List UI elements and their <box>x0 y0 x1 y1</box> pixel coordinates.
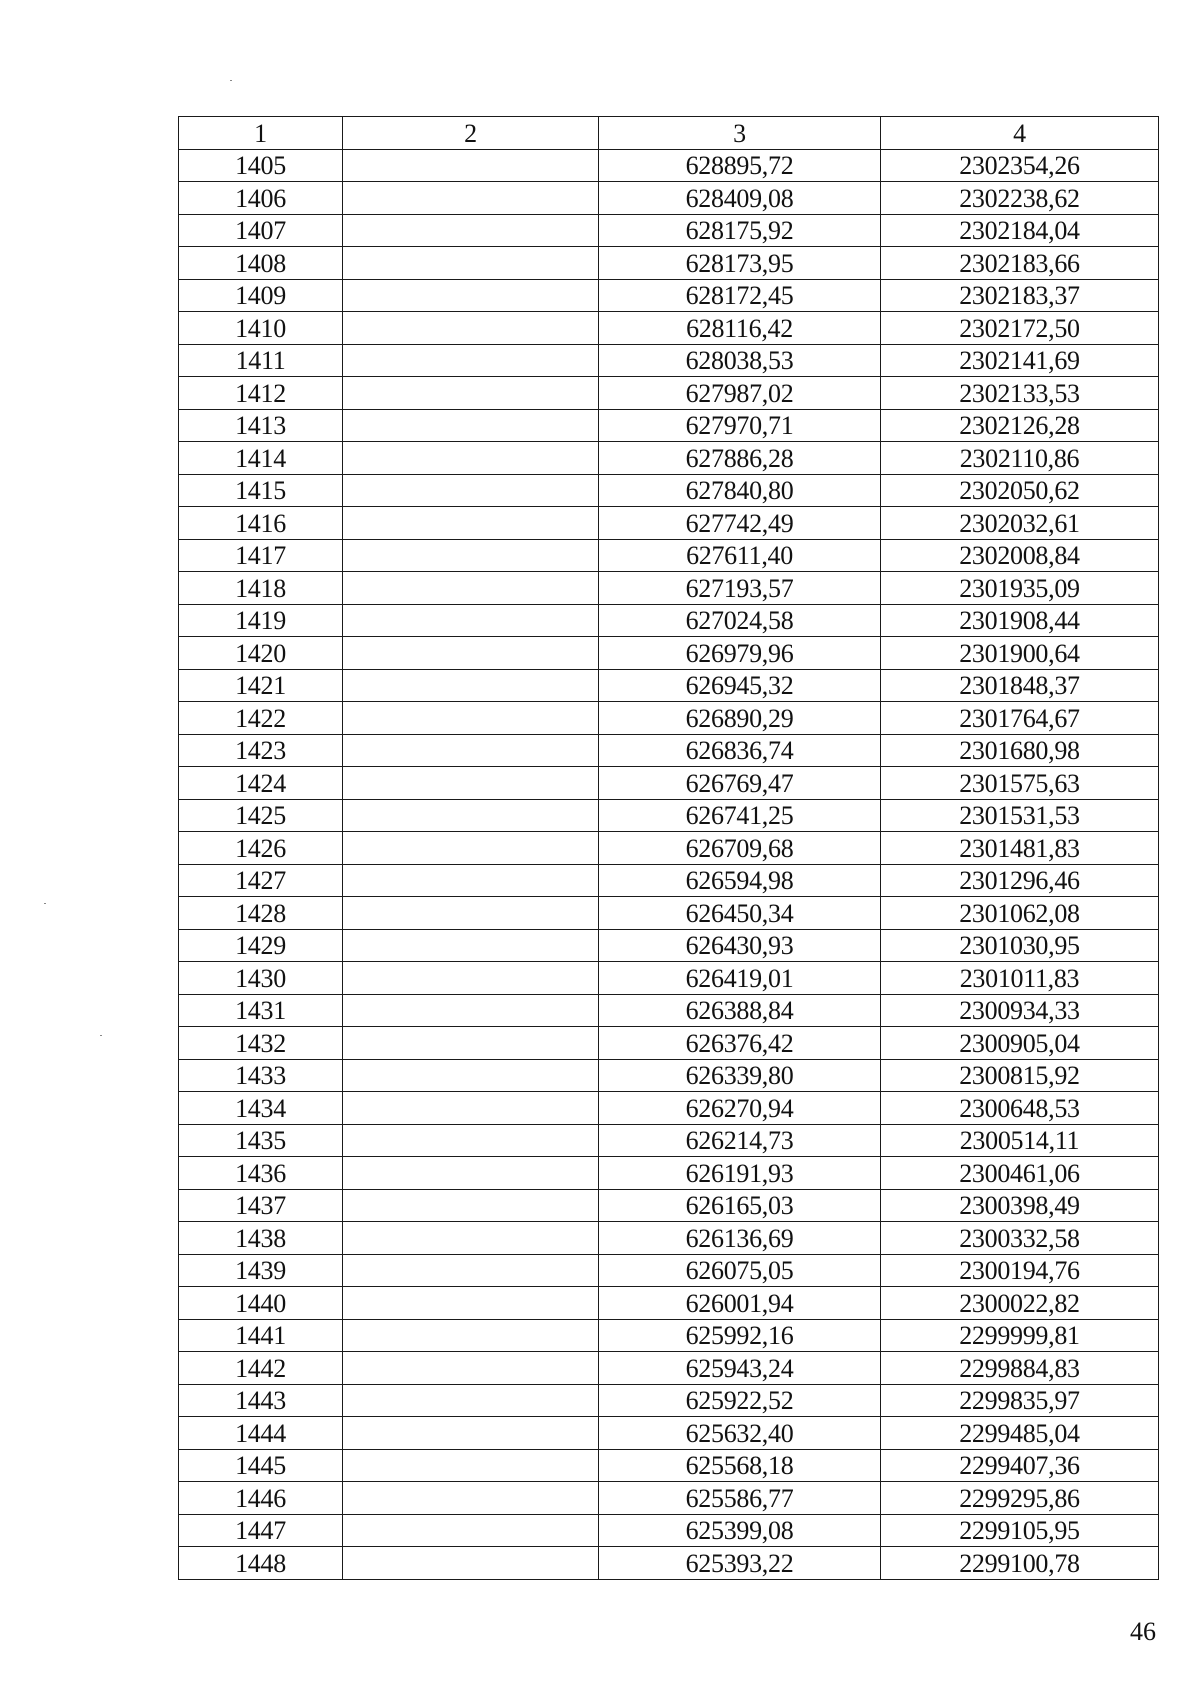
description-cell <box>343 247 599 280</box>
y-coordinate-cell: 2299999,81 <box>881 1319 1159 1352</box>
table-row <box>179 1482 1159 1515</box>
description-cell <box>343 702 599 735</box>
y-coordinate-cell: 2301908,44 <box>881 604 1159 637</box>
description-cell <box>343 474 599 507</box>
point-number-cell: 1421 <box>179 669 343 702</box>
page-number: 46 <box>1130 1617 1156 1646</box>
point-number-cell: 1445 <box>179 1449 343 1482</box>
y-coordinate-cell: 2300648,53 <box>881 1092 1159 1125</box>
x-coordinate-cell: 627970,71 <box>599 409 881 442</box>
description-cell <box>343 799 599 832</box>
description-cell <box>343 279 599 312</box>
y-coordinate-cell: 2301900,64 <box>881 637 1159 670</box>
point-number-cell: 1438 <box>179 1222 343 1255</box>
x-coordinate-cell: 625399,08 <box>599 1514 881 1547</box>
scan-speck <box>230 80 232 81</box>
y-coordinate-cell: 2301764,67 <box>881 702 1159 735</box>
x-coordinate-cell: 625632,40 <box>599 1417 881 1450</box>
table-row <box>179 1254 1159 1287</box>
description-cell <box>343 994 599 1027</box>
point-number-cell: 1447 <box>179 1514 343 1547</box>
description-cell <box>343 1319 599 1352</box>
point-number-cell: 1424 <box>179 767 343 800</box>
point-number-cell: 1426 <box>179 832 343 865</box>
point-number-cell: 1408 <box>179 247 343 280</box>
scan-speck <box>44 903 46 904</box>
x-coordinate-cell: 628173,95 <box>599 247 881 280</box>
table-row <box>179 182 1159 215</box>
table-row <box>179 1514 1159 1547</box>
column-header-3: 3 <box>599 117 881 150</box>
point-number-cell: 1430 <box>179 962 343 995</box>
table-row <box>179 474 1159 507</box>
table-row <box>179 864 1159 897</box>
table-row <box>179 149 1159 182</box>
y-coordinate-cell: 2300398,49 <box>881 1189 1159 1222</box>
point-number-cell: 1439 <box>179 1254 343 1287</box>
x-coordinate-cell: 626450,34 <box>599 897 881 930</box>
y-coordinate-cell: 2300194,76 <box>881 1254 1159 1287</box>
y-coordinate-cell: 2302008,84 <box>881 539 1159 572</box>
point-number-cell: 1435 <box>179 1124 343 1157</box>
point-number-cell: 1434 <box>179 1092 343 1125</box>
point-number-cell: 1448 <box>179 1547 343 1580</box>
y-coordinate-cell: 2301680,98 <box>881 734 1159 767</box>
point-number-cell: 1441 <box>179 1319 343 1352</box>
description-cell <box>343 1189 599 1222</box>
table-row <box>179 377 1159 410</box>
table-row <box>179 1222 1159 1255</box>
description-cell <box>343 962 599 995</box>
table-row <box>179 702 1159 735</box>
table-row <box>179 1287 1159 1320</box>
point-number-cell: 1418 <box>179 572 343 605</box>
y-coordinate-cell: 2299835,97 <box>881 1384 1159 1417</box>
point-number-cell: 1409 <box>179 279 343 312</box>
y-coordinate-cell: 2302126,28 <box>881 409 1159 442</box>
y-coordinate-cell: 2301935,09 <box>881 572 1159 605</box>
table-row <box>179 734 1159 767</box>
description-cell <box>343 1222 599 1255</box>
table-body <box>179 149 1159 1579</box>
x-coordinate-cell: 626270,94 <box>599 1092 881 1125</box>
x-coordinate-cell: 626191,93 <box>599 1157 881 1190</box>
table-row <box>179 214 1159 247</box>
point-number-cell: 1428 <box>179 897 343 930</box>
x-coordinate-cell: 626388,84 <box>599 994 881 1027</box>
x-coordinate-cell: 628116,42 <box>599 312 881 345</box>
y-coordinate-cell: 2301296,46 <box>881 864 1159 897</box>
table-row <box>179 669 1159 702</box>
point-number-cell: 1420 <box>179 637 343 670</box>
table-row <box>179 1157 1159 1190</box>
x-coordinate-cell: 627886,28 <box>599 442 881 475</box>
table-header-row <box>179 117 1159 150</box>
x-coordinate-cell: 626890,29 <box>599 702 881 735</box>
x-coordinate-cell: 626709,68 <box>599 832 881 865</box>
point-number-cell: 1406 <box>179 182 343 215</box>
y-coordinate-cell: 2301062,08 <box>881 897 1159 930</box>
x-coordinate-cell: 627742,49 <box>599 507 881 540</box>
x-coordinate-cell: 628409,08 <box>599 182 881 215</box>
description-cell <box>343 149 599 182</box>
description-cell <box>343 1417 599 1450</box>
table-row <box>179 279 1159 312</box>
x-coordinate-cell: 625943,24 <box>599 1352 881 1385</box>
y-coordinate-cell: 2302238,62 <box>881 182 1159 215</box>
table-row <box>179 1417 1159 1450</box>
table-row <box>179 539 1159 572</box>
description-cell <box>343 1514 599 1547</box>
point-number-cell: 1440 <box>179 1287 343 1320</box>
y-coordinate-cell: 2300332,58 <box>881 1222 1159 1255</box>
table-row <box>179 832 1159 865</box>
y-coordinate-cell: 2300815,92 <box>881 1059 1159 1092</box>
description-cell <box>343 1254 599 1287</box>
description-cell <box>343 864 599 897</box>
x-coordinate-cell: 625922,52 <box>599 1384 881 1417</box>
y-coordinate-cell: 2302184,04 <box>881 214 1159 247</box>
scan-speck <box>100 1035 102 1036</box>
description-cell <box>343 409 599 442</box>
table-row <box>179 1384 1159 1417</box>
point-number-cell: 1405 <box>179 149 343 182</box>
point-number-cell: 1412 <box>179 377 343 410</box>
point-number-cell: 1407 <box>179 214 343 247</box>
x-coordinate-cell: 626075,05 <box>599 1254 881 1287</box>
x-coordinate-cell: 626136,69 <box>599 1222 881 1255</box>
point-number-cell: 1411 <box>179 344 343 377</box>
point-number-cell: 1417 <box>179 539 343 572</box>
description-cell <box>343 1092 599 1125</box>
table-row <box>179 1059 1159 1092</box>
description-cell <box>343 1482 599 1515</box>
y-coordinate-cell: 2299295,86 <box>881 1482 1159 1515</box>
table-row <box>179 1449 1159 1482</box>
description-cell <box>343 1157 599 1190</box>
y-coordinate-cell: 2300905,04 <box>881 1027 1159 1060</box>
description-cell <box>343 929 599 962</box>
x-coordinate-cell: 626165,03 <box>599 1189 881 1222</box>
point-number-cell: 1443 <box>179 1384 343 1417</box>
point-number-cell: 1446 <box>179 1482 343 1515</box>
point-number-cell: 1414 <box>179 442 343 475</box>
table-row <box>179 929 1159 962</box>
x-coordinate-cell: 627611,40 <box>599 539 881 572</box>
table-row <box>179 767 1159 800</box>
x-coordinate-cell: 625568,18 <box>599 1449 881 1482</box>
x-coordinate-cell: 626945,32 <box>599 669 881 702</box>
description-cell <box>343 1384 599 1417</box>
column-header-2: 2 <box>343 117 599 150</box>
x-coordinate-cell: 628895,72 <box>599 149 881 182</box>
description-cell <box>343 507 599 540</box>
point-number-cell: 1422 <box>179 702 343 735</box>
description-cell <box>343 734 599 767</box>
y-coordinate-cell: 2300514,11 <box>881 1124 1159 1157</box>
table-row <box>179 604 1159 637</box>
y-coordinate-cell: 2302141,69 <box>881 344 1159 377</box>
x-coordinate-cell: 625586,77 <box>599 1482 881 1515</box>
x-coordinate-cell: 627840,80 <box>599 474 881 507</box>
coordinates-table <box>178 116 1159 1580</box>
description-cell <box>343 1027 599 1060</box>
description-cell <box>343 1287 599 1320</box>
table-row <box>179 312 1159 345</box>
description-cell <box>343 897 599 930</box>
table-row <box>179 897 1159 930</box>
x-coordinate-cell: 626741,25 <box>599 799 881 832</box>
x-coordinate-cell: 627024,58 <box>599 604 881 637</box>
table-row <box>179 1319 1159 1352</box>
x-coordinate-cell: 626376,42 <box>599 1027 881 1060</box>
x-coordinate-cell: 626836,74 <box>599 734 881 767</box>
y-coordinate-cell: 2301481,83 <box>881 832 1159 865</box>
point-number-cell: 1429 <box>179 929 343 962</box>
point-number-cell: 1415 <box>179 474 343 507</box>
point-number-cell: 1423 <box>179 734 343 767</box>
y-coordinate-cell: 2299485,04 <box>881 1417 1159 1450</box>
description-cell <box>343 182 599 215</box>
table-row <box>179 344 1159 377</box>
x-coordinate-cell: 625992,16 <box>599 1319 881 1352</box>
x-coordinate-cell: 626979,96 <box>599 637 881 670</box>
point-number-cell: 1416 <box>179 507 343 540</box>
table-row <box>179 799 1159 832</box>
point-number-cell: 1442 <box>179 1352 343 1385</box>
y-coordinate-cell: 2299884,83 <box>881 1352 1159 1385</box>
description-cell <box>343 604 599 637</box>
description-cell <box>343 1059 599 1092</box>
y-coordinate-cell: 2302133,53 <box>881 377 1159 410</box>
column-header-4: 4 <box>881 117 1159 150</box>
table-row <box>179 1352 1159 1385</box>
y-coordinate-cell: 2300022,82 <box>881 1287 1159 1320</box>
y-coordinate-cell: 2302172,50 <box>881 312 1159 345</box>
y-coordinate-cell: 2302050,62 <box>881 474 1159 507</box>
x-coordinate-cell: 628175,92 <box>599 214 881 247</box>
point-number-cell: 1419 <box>179 604 343 637</box>
description-cell <box>343 1449 599 1482</box>
y-coordinate-cell: 2302032,61 <box>881 507 1159 540</box>
table-row <box>179 247 1159 280</box>
y-coordinate-cell: 2302183,66 <box>881 247 1159 280</box>
description-cell <box>343 669 599 702</box>
point-number-cell: 1410 <box>179 312 343 345</box>
point-number-cell: 1432 <box>179 1027 343 1060</box>
point-number-cell: 1413 <box>179 409 343 442</box>
table-row <box>179 572 1159 605</box>
description-cell <box>343 312 599 345</box>
y-coordinate-cell: 2301575,63 <box>881 767 1159 800</box>
point-number-cell: 1425 <box>179 799 343 832</box>
x-coordinate-cell: 626594,98 <box>599 864 881 897</box>
point-number-cell: 1431 <box>179 994 343 1027</box>
description-cell <box>343 767 599 800</box>
table-row <box>179 962 1159 995</box>
y-coordinate-cell: 2301011,83 <box>881 962 1159 995</box>
description-cell <box>343 1352 599 1385</box>
description-cell <box>343 572 599 605</box>
table-row <box>179 409 1159 442</box>
table-row <box>179 1027 1159 1060</box>
description-cell <box>343 442 599 475</box>
point-number-cell: 1427 <box>179 864 343 897</box>
x-coordinate-cell: 628038,53 <box>599 344 881 377</box>
description-cell <box>343 344 599 377</box>
point-number-cell: 1433 <box>179 1059 343 1092</box>
x-coordinate-cell: 627193,57 <box>599 572 881 605</box>
x-coordinate-cell: 626419,01 <box>599 962 881 995</box>
y-coordinate-cell: 2302354,26 <box>881 149 1159 182</box>
y-coordinate-cell: 2299407,36 <box>881 1449 1159 1482</box>
table-row <box>179 1189 1159 1222</box>
x-coordinate-cell: 626769,47 <box>599 767 881 800</box>
x-coordinate-cell: 626001,94 <box>599 1287 881 1320</box>
table-row <box>179 507 1159 540</box>
table-row <box>179 1124 1159 1157</box>
x-coordinate-cell: 627987,02 <box>599 377 881 410</box>
description-cell <box>343 539 599 572</box>
y-coordinate-cell: 2299100,78 <box>881 1547 1159 1580</box>
description-cell <box>343 377 599 410</box>
y-coordinate-cell: 2300461,06 <box>881 1157 1159 1190</box>
point-number-cell: 1436 <box>179 1157 343 1190</box>
point-number-cell: 1444 <box>179 1417 343 1450</box>
description-cell <box>343 637 599 670</box>
y-coordinate-cell: 2301531,53 <box>881 799 1159 832</box>
x-coordinate-cell: 625393,22 <box>599 1547 881 1580</box>
y-coordinate-cell: 2300934,33 <box>881 994 1159 1027</box>
table-row <box>179 994 1159 1027</box>
y-coordinate-cell: 2301848,37 <box>881 669 1159 702</box>
description-cell <box>343 832 599 865</box>
description-cell <box>343 214 599 247</box>
description-cell <box>343 1547 599 1580</box>
table-row <box>179 442 1159 475</box>
table-row <box>179 1547 1159 1580</box>
y-coordinate-cell: 2299105,95 <box>881 1514 1159 1547</box>
column-header-1: 1 <box>179 117 343 150</box>
y-coordinate-cell: 2302110,86 <box>881 442 1159 475</box>
x-coordinate-cell: 628172,45 <box>599 279 881 312</box>
x-coordinate-cell: 626430,93 <box>599 929 881 962</box>
x-coordinate-cell: 626339,80 <box>599 1059 881 1092</box>
x-coordinate-cell: 626214,73 <box>599 1124 881 1157</box>
y-coordinate-cell: 2302183,37 <box>881 279 1159 312</box>
point-number-cell: 1437 <box>179 1189 343 1222</box>
y-coordinate-cell: 2301030,95 <box>881 929 1159 962</box>
table-row <box>179 637 1159 670</box>
table-row <box>179 1092 1159 1125</box>
description-cell <box>343 1124 599 1157</box>
